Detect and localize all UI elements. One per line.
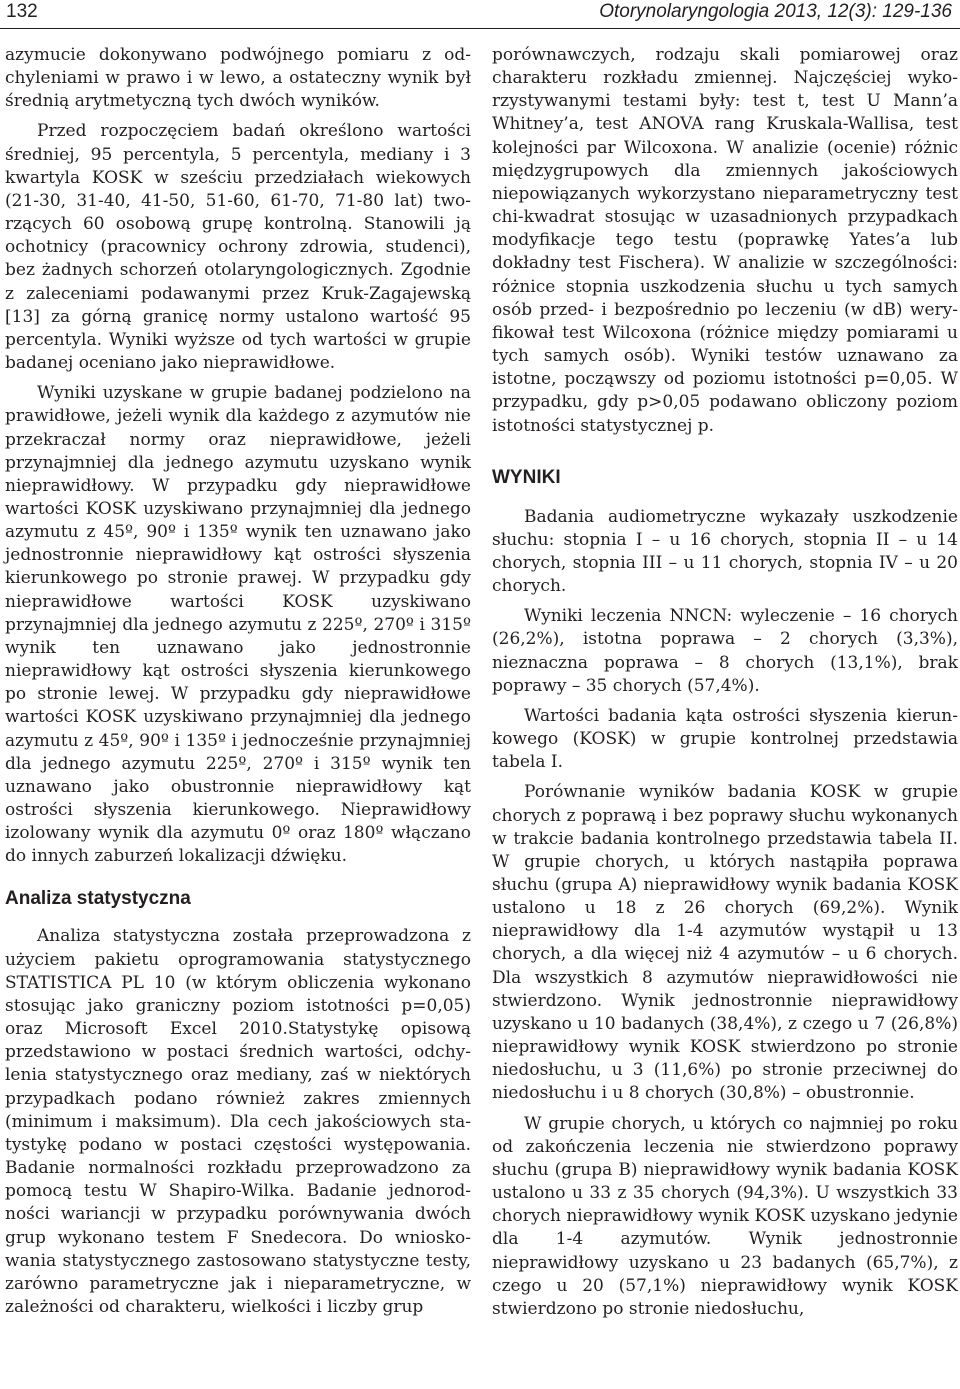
paragraph: porównawczych, rodzaju skali pomiarowej oraz charakteru rozkładu zmiennej. Najczęściej wykorzystywanymi testami były: test t, test U Mann’a Whitney’a, test ANOVA rang Kruskala-Wallisa, test kolejności par Wilcoxona. W analizie (ocenie) różnic międzygrupowych dla zmiennych jakościowych niepowiązanych wykorzystano nieparametryczny test chi-kwadrat stosując w uzasadnionych przypadkach modyfikacje tego testu (poprawkę Yates’a lub dokładny test Fischera). W analizie w szczególności: różnice stopnia uszkodzenia słuchu u tych samych osób przed- i bezpośrednio po leczeniu (w dB) weryfikował test Wilcoxona (różnice między pomiarami u tych samych osób). Wyniki testów uznawano za istotne, począwszy od poziomu istotności p=0,05. W przypadku, gdy p>0,05 podawano obliczony poziom istotności statystycznej p. xyxy=(492,45,958,436)
paragraph: Przed rozpoczęciem badań określono wartości średniej, 95 percentyla, 5 percentyla, mediany i 3 kwartyla KOSK w sześciu przedziałach wiekowych (21-30, 31-40, 41-50, 51-60, 61-70, 71-80 lat) tworzących 60 osobową grupę kontrolną. Stanowili ją ochotnicy (pracownicy ochrony zdrowia, studenci), bez żadnych schorzeń otolaryngologicznych. Zgodnie z zaleceniami podawanymi przez Kruk-Zagajewską [13] za górną granicę normy ustalono wartość 95 percentyla. Wyniki wyższe od tych wartości w grupie badanej oceniano jako nieprawidłowe. xyxy=(5,121,471,374)
page-header xyxy=(0,0,960,30)
section-heading-statistics: Analiza statystyczna xyxy=(5,888,191,910)
header-rule xyxy=(0,28,960,29)
section-heading-results: WYNIKI xyxy=(492,466,561,488)
paragraph: azymucie dokonywano podwójnego pomiaru z odchyleniami w prawo i w lewo, a ostateczny wynik był średnią arytmetyczną tych dwóch wyników. xyxy=(5,45,471,112)
paragraph: Wyniki leczenia NNCN: wyleczenie – 16 chorych (26,2%), istotna poprawa – 2 chorych (3,3%), nieznaczna poprawa – 8 chorych (13,1%), brak poprawy – 35 chorych (57,4%). xyxy=(492,606,958,696)
paragraph: Wyniki uzyskane w grupie badanej podzielono na prawidłowe, jeżeli wynik dla każdego z azymutów nie przekraczał normy oraz nieprawidłowe, jeżeli przynajmniej dla jednego azymutu uzyskano wynik nieprawidłowy. W przypadku gdy nieprawidłowe wartości KOSK uzyskiwano przynajmniej dla jednego azymutu z 45º, 90º i 135º wynik ten uznawano jako jednostronnie nieprawidłowy kąt ostrości słyszenia kierunkowego po stronie prawej. W przypadku gdy nieprawidłowe wartości KOSK uzyskiwano przynajmniej dla jednego azymutu z 225º, 270º i 315º wynik ten uznawano jako jednostronnie nieprawidłowy kąt ostrości słyszenia kierunkowego po stronie lewej. W przypadku gdy nieprawidłowe wartości KOSK uzyskiwano przynajmniej dla jednego azymutu z 45º, 90º i 135º i jednocześnie przynajmniej dla jednego azymutu 225º, 270º i 315º wynik ten uznawano jako obustronnie nieprawidłowy kąt ostrości słyszenia kierunkowego. Nieprawidłowy izolowany wynik dla azymutu 0º oraz 180º włączano do innych zaburzeń lokalizacji dźwięku. xyxy=(5,383,471,867)
left-column xyxy=(5,44,471,1319)
page-number: 132 xyxy=(6,1,38,22)
right-column xyxy=(492,44,958,1321)
journal-citation: Otorynolaryngologia 2013, 12(3): 129-136 xyxy=(599,1,952,22)
paragraph: Badania audiometryczne wykazały uszkodzenie słuchu: stopnia I – u 16 chorych, stopnia II – u 14 chorych, stopnia III – u 11 chorych, stopnia IV – u 20 chorych. xyxy=(492,506,958,597)
paragraph: Wartości badania kąta ostrości słyszenia kierunkowego (KOSK) w grupie kontrolnej przedstawia tabela I. xyxy=(492,705,958,773)
paragraph: Analiza statystyczna została przeprowadzona z użyciem pakietu oprogramowania statystycznego STATISTICA PL 10 (w którym obliczenia wykonano stosując jako graniczny poziom istotności p=0,05) oraz Microsoft Excel 2010.Statystykę opisową przedstawiono w postaci średnich wartości, odchylenia statystycznego oraz mediany, zaś w niektórych przypadkach podano również zakres zmiennych (minimum i maksimum). Dla cech jakościowych statystykę podano w postaci częstości występowania. Badanie normalności rozkładu przeprowadzono za pomocą testu W Shapiro-Wilka. Badanie jednorodności wariancji w przypadku porównywania dwóch grup wykonano testem F Snedecora. Do wnioskowania statystycznego zastosowano statystyczne testy, zarówno parametryczne jak i nieparametryczne, w zależności od charakteru, wielkości i liczby grup xyxy=(5,926,471,1317)
paragraph: Porównanie wyników badania KOSK w grupie chorych z poprawą i bez poprawy słuchu wykonanych w trakcie badania kontrolnego przedstawia tabela II. W grupie chorych, u których nastąpiła poprawa słuchu (grupa A) nieprawidłowy wynik badania KOSK ustalono u 18 z 26 chorych (69,2%). Wynik nieprawidłowy dla 1-4 azymutów wystąpił u 13 chorych, a dla więcej niż 4 azymutów – u 6 chorych. Dla wszystkich 8 azymutów nieprawidłowości nie stwierdzono. Wynik jednostronnie nieprawidłowy uzyskano u 10 badanych (38,4%), z czego u 7 (26,8%) nieprawidłowy wynik KOSK stwierdzono po stronie niedosłuchu, u 3 (11,6%) po stronie przeciwnej do niedosłuchu i u 8 chorych (30,8%) – obustronnie. xyxy=(492,782,958,1104)
paragraph: W grupie chorych, u których co najmniej po roku od zakończenia leczenia nie stwierdzono poprawy słuchu (grupa B) nieprawidłowy wynik badania KOSK ustalono u 33 z 35 chorych (94,3%). U wszystkich 33 chorych nieprawidłowy wynik KOSK uzyskano jedynie dla 1-4 azymutów. Wynik jednostronnie nieprawidłowy uzyskano u 23 badanych (65,7%), z czego u 20 (57,1%) nieprawidłowy wynik KOSK stwierdzono po stronie niedosłuchu, xyxy=(492,1113,958,1319)
